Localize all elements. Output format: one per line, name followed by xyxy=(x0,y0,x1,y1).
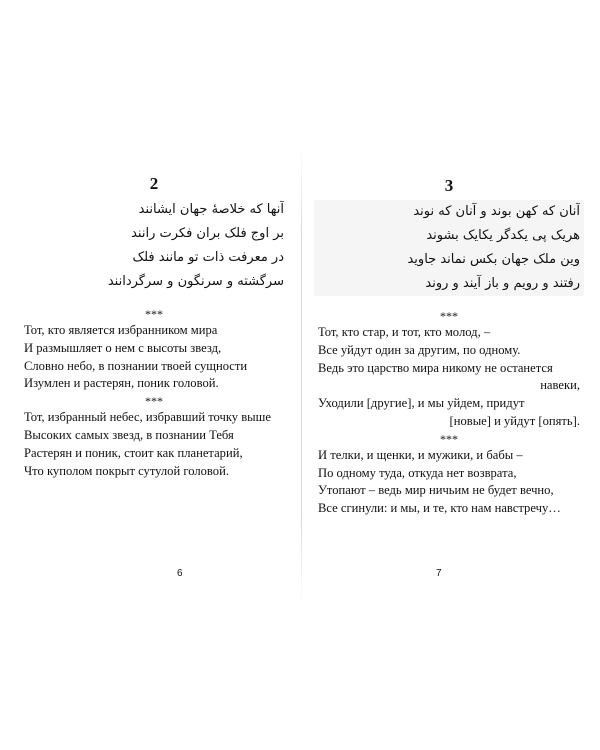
verse-line: Изумлен и растерян, поник головой. xyxy=(24,376,219,391)
right-page xyxy=(314,140,584,600)
persian-line: بر اوج فلک بران فکرت رانند xyxy=(131,226,284,241)
verse-line: Все уйдут один за другим, по одному. xyxy=(318,342,521,357)
page-number: 7 xyxy=(436,568,442,579)
verse-line: Тот, избранный небес, избравший точку выше xyxy=(24,410,271,425)
stanza-separator: *** xyxy=(440,431,458,446)
verse-line: Тот, кто является избранником мира xyxy=(24,323,218,337)
verse-line: Словно небо, в познании твоей сущности xyxy=(24,358,248,373)
persian-quatrain xyxy=(314,200,584,296)
verse-line-continuation: [новые] и уйдут [опять]. xyxy=(449,413,580,428)
persian-quatrain xyxy=(20,198,288,294)
verse-line-continuation: навеки, xyxy=(540,378,580,393)
stanza-separator: *** xyxy=(440,309,458,323)
russian-stanza xyxy=(314,447,584,518)
verse-line: Уходили [другие], и мы уйдем, придут xyxy=(318,396,525,411)
page-number: 6 xyxy=(177,568,183,579)
verse-line: Все сгинули: и мы, и те, кто нам навстречу… xyxy=(318,501,561,516)
russian-stanza xyxy=(20,409,288,480)
verse-line: Ведь это царство мира никому не останется xyxy=(318,360,553,375)
persian-line: هریک پی یکدگر یکایک بشوند xyxy=(426,228,580,243)
russian-stanza xyxy=(314,324,584,431)
persian-line: رفتند و رویم و باز آیند و روند xyxy=(425,276,580,291)
verse-line: Утопают – ведь мир ничьим не будет вечно, xyxy=(318,483,554,498)
poem-number: 3 xyxy=(444,176,454,195)
stanza-separator: *** xyxy=(145,394,163,409)
persian-line: در معرفت ذات تو مانند فلک xyxy=(132,250,284,265)
verse-line: И размышляет о нем с высоты звезд, xyxy=(24,340,222,355)
verse-line: И телки, и щенки, и мужики, и бабы – xyxy=(318,447,523,462)
persian-line: آنها که خلاصهٔ جهان ایشانند xyxy=(138,202,284,217)
russian-stanza xyxy=(20,322,288,393)
poem-number: 2 xyxy=(149,174,159,193)
verse-line: Что куполом покрыт сутулой головой. xyxy=(24,463,229,478)
persian-line: وین ملک جهان بکس نماند جاوید xyxy=(407,252,580,267)
left-page xyxy=(20,140,288,600)
stanza-separator: *** xyxy=(145,307,163,321)
persian-line: سرگشته و سرنگون و سرگردانند xyxy=(107,274,284,289)
verse-line: Высоких самых звезд, в познании Тебя xyxy=(24,427,234,442)
verse-line: Растерян и поник, стоит как планетарий, xyxy=(24,445,243,460)
verse-line: По одному туда, откуда нет возврата, xyxy=(318,465,517,480)
verse-line: Тот, кто стар, и тот, кто молод, – xyxy=(318,325,491,339)
page-gutter xyxy=(301,145,302,605)
persian-line: آنان که کهن بوند و آنان که نوند xyxy=(413,204,580,219)
